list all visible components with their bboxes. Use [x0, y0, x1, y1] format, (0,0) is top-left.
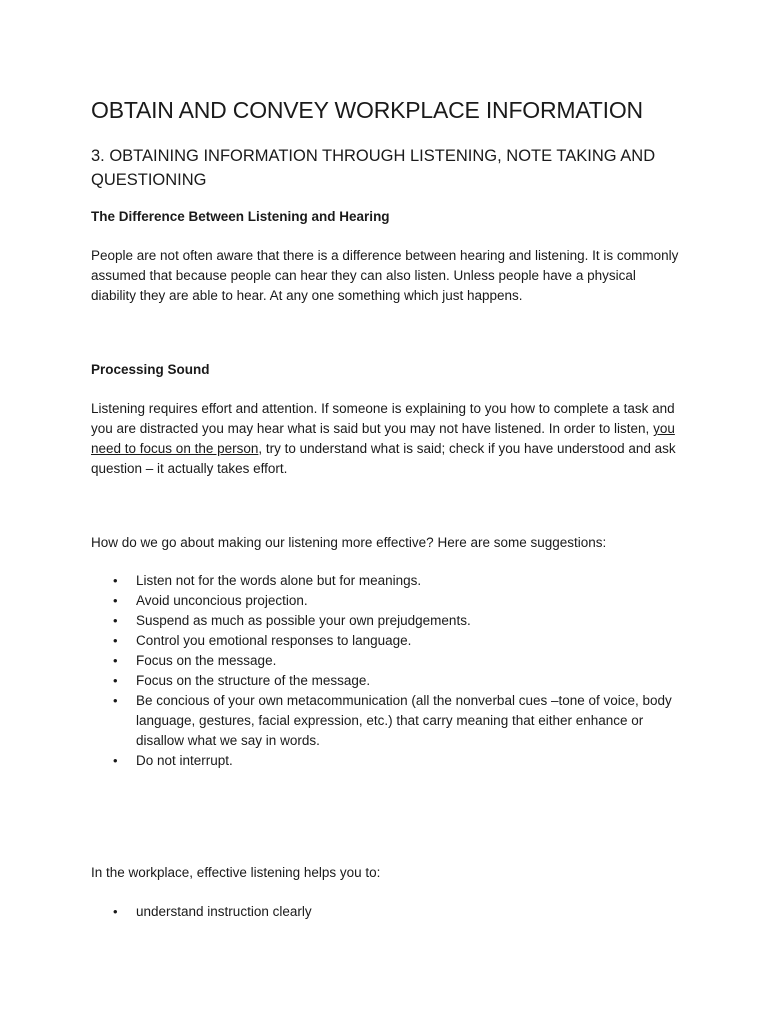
list-item	[91, 611, 681, 631]
list-item-text: Focus on the message.	[136, 653, 277, 668]
workplace-intro: In the workplace, effective listening helps you to:	[91, 865, 381, 880]
list-item-text: Do not interrupt.	[136, 753, 233, 768]
bullet-icon: •	[113, 633, 118, 648]
suggestions-list	[91, 571, 681, 771]
suggestions-intro: How do we go about making our listening more effective? Here are some suggestions:	[91, 535, 607, 550]
bullet-icon: •	[113, 693, 118, 708]
bullet-icon: •	[113, 573, 118, 588]
bullet-icon: •	[113, 673, 118, 688]
list-item	[91, 751, 681, 771]
list-item	[91, 902, 681, 922]
bullet-icon: •	[113, 613, 118, 628]
list-item-text: Listen not for the words alone but for meanings.	[136, 573, 422, 588]
list-item-text: Focus on the structure of the message.	[136, 673, 371, 688]
list-item	[91, 631, 681, 651]
list-item-text: Avoid unconcious projection.	[136, 593, 308, 608]
section-subtitle: 3. OBTAINING INFORMATION THROUGH LISTENING, NOTE TAKING AND QUESTIONING	[91, 147, 656, 189]
bullet-icon: •	[113, 653, 118, 668]
list-item	[91, 591, 681, 611]
paragraph-listening-vs-hearing: People are not often aware that there is a difference between hearing and listening. It is commonly assumed that because people can hear they can also listen. Unless people have a physical diability they are able to hear. At any one something which just happens.	[91, 248, 679, 303]
heading-processing-sound: Processing Sound	[91, 362, 210, 377]
paragraph-processing-sound	[91, 399, 681, 479]
list-item	[91, 691, 681, 751]
list-item	[91, 651, 681, 671]
document-title: OBTAIN AND CONVEY WORKPLACE INFORMATION	[91, 97, 643, 123]
heading-listening-vs-hearing: The Difference Between Listening and Hearing	[91, 209, 390, 224]
bullet-icon: •	[113, 904, 118, 919]
bullet-icon: •	[113, 753, 118, 768]
list-item-text: understand instruction clearly	[136, 904, 312, 919]
paragraph-text-part2: , try to understand what is said; check if you have understood and ask question – it actually takes effort.	[91, 441, 676, 476]
list-item	[91, 671, 681, 691]
bullet-icon: •	[113, 593, 118, 608]
paragraph-text-part1: Listening requires effort and attention. If someone is explaining to you how to complete a task and you are distracted you may hear what is said but you may not have listened. In order to listen,	[91, 401, 675, 436]
underlined-phrase: you need to focus on the person	[91, 421, 675, 456]
list-item-text: Control you emotional responses to language.	[136, 633, 412, 648]
list-item-text: Suspend as much as possible your own prejudgements.	[136, 613, 471, 628]
workplace-list	[91, 902, 681, 922]
list-item-text: Be concious of your own metacommunication (all the nonverbal cues –tone of voice, body language, gestures, facial expression, etc.) that carry meaning that either enhance or disallow what we say in words.	[136, 693, 672, 748]
list-item	[91, 571, 681, 591]
